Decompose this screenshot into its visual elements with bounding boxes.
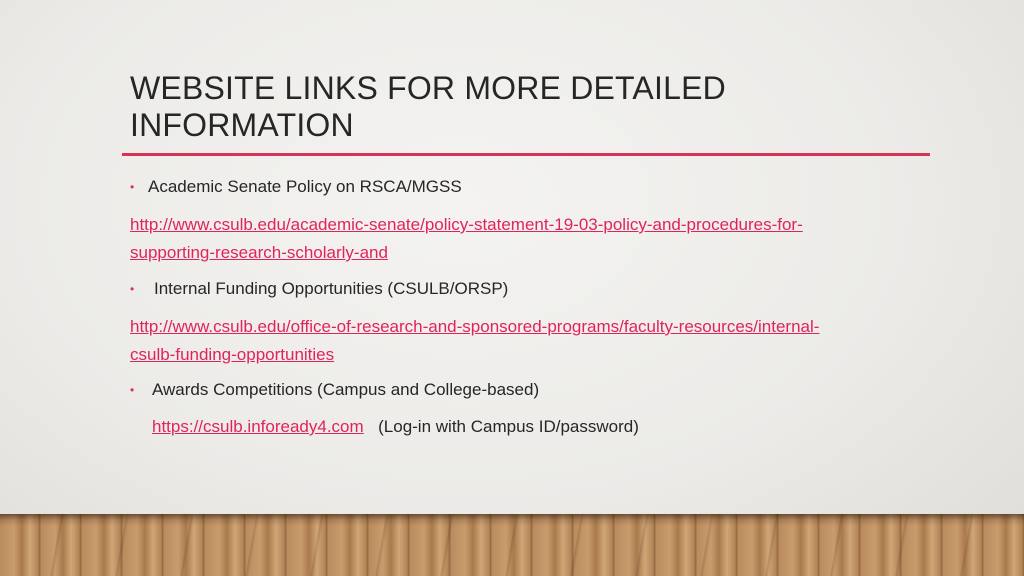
title-line-2: INFORMATION xyxy=(130,107,354,143)
bullet-dot-icon: • xyxy=(130,282,135,296)
bullet-text: Awards Competitions (Campus and College-based) xyxy=(152,380,540,399)
link-block-awards xyxy=(152,413,912,441)
senate-policy-link-line-2[interactable]: supporting-research-scholarly-and xyxy=(130,243,388,262)
infoready-link[interactable]: https://csulb.infoready4.com xyxy=(152,417,364,436)
title-line-1: WEBSITE LINKS FOR MORE DETAILED xyxy=(130,70,726,106)
bullet-item-senate-policy xyxy=(130,177,462,197)
bullet-item-internal-funding xyxy=(130,279,508,299)
login-note: (Log-in with Campus ID/password) xyxy=(378,417,639,436)
bullet-text: Academic Senate Policy on RSCA/MGSS xyxy=(148,177,462,196)
link-block-senate-policy xyxy=(130,211,890,267)
bullet-dot-icon: • xyxy=(130,180,135,194)
bullet-dot-icon: • xyxy=(130,383,135,397)
title-divider xyxy=(122,153,930,156)
link-block-internal-funding xyxy=(130,313,890,369)
senate-policy-link-line-1[interactable]: http://www.csulb.edu/academic-senate/policy-statement-19-03-policy-and-procedures-for- xyxy=(130,215,803,234)
internal-funding-link-line-2[interactable]: csulb-funding-opportunities xyxy=(130,345,335,364)
wood-floor-decoration xyxy=(0,514,1024,576)
bullet-item-awards xyxy=(130,380,539,400)
slide-title xyxy=(130,70,890,144)
bullet-text: Internal Funding Opportunities (CSULB/ORSP) xyxy=(154,279,509,298)
floor-plank-shading xyxy=(0,514,1024,576)
internal-funding-link-line-1[interactable]: http://www.csulb.edu/office-of-research-and-sponsored-programs/faculty-resources/internal- xyxy=(130,317,820,336)
